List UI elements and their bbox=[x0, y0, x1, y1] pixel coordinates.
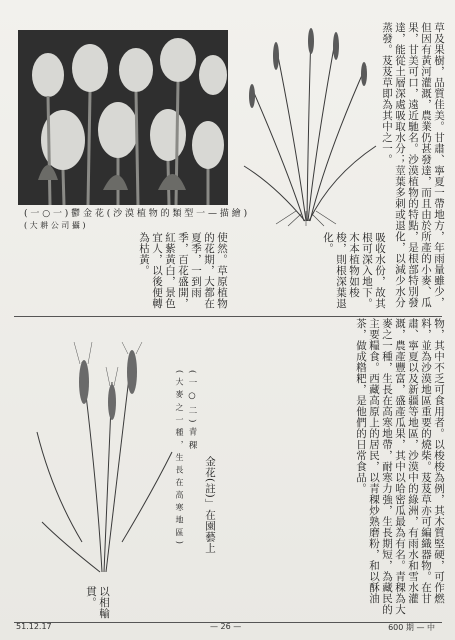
grass-illustration-image bbox=[236, 26, 384, 226]
text-column-bottom-right: 物，其中不乏可食用者。以梭梭為例，其木質堅硬，可作燃料，並為沙漠地區重要的燒柴。芨芨草亦可編織器物。在甘肅、寧夏以及新疆等地區，沙漠中的綠洲，有雨水和雪水灌溉，農產豐富，盛產瓜果，其中以哈密瓜最為有名。青稞為大麥之一種，生長在高寒地帶，耐寒力強，生長期短，為藏民的主要糧食。西藏高原上的居民，以青稞炒熟磨粉，和以酥油茶，做成糌粑，是他們的日常食品。 bbox=[355, 318, 445, 615]
page-footer bbox=[0, 620, 455, 634]
barley-caption: ( 一 ○ 二 ) 青 稞 bbox=[187, 370, 197, 450]
barley-illustration-image bbox=[22, 342, 192, 574]
tulip-caption-credit: ( 大 耕 公 司 攝 ) bbox=[24, 221, 86, 230]
barley-illustration bbox=[22, 342, 192, 574]
tulip-photo-image bbox=[18, 30, 228, 205]
section-divider bbox=[14, 316, 442, 317]
tulip-caption: ( 一 ○ 一 ) 鬱 金 花 ( 沙 漠 植 物 的 類 型 一 — 描 繪 ) bbox=[24, 209, 248, 219]
footer-issue: 600 期 — 中 bbox=[388, 623, 435, 632]
tulip-photo bbox=[18, 30, 228, 205]
text-column-mid-top: 吸收水份，故其根可深入地下。木本植物如梭梭，則根深葉退化。 bbox=[322, 232, 386, 309]
footer-date: 51.12.17 bbox=[16, 622, 52, 631]
text-column-bottom-left: 以相輸貫。 bbox=[85, 586, 110, 619]
footer-page-number: — 26 — bbox=[210, 622, 242, 631]
text-column-left-top: 使然。草原植物的花期，大都在夏季，一到雨季，百花盛開，紅紫黃白，景色宜人，以後便轉為枯黃。 bbox=[138, 232, 228, 309]
grass-illustration bbox=[236, 26, 384, 226]
barley-caption-note: ( 大 麥 之 一 種 ， 生 長 在 高 寒 地 區 ) bbox=[175, 370, 184, 545]
text-column-bottom-mid: 金花(註)」在園藝上 bbox=[204, 456, 216, 554]
text-column-right: 草及果樹，品質佳美。甘肅、寧夏一帶地方，年雨量雖少，但因有黃河灌溉，農業仍甚發達，而且由於所產的小麥、瓜果，甘美可口，遠近馳名。沙漠植物的特點，是根部特別發達，能從土層深處吸取水分；莖葉多刺或退化，以減少水分蒸發。芨芨草即為其中之一。 bbox=[381, 22, 445, 308]
